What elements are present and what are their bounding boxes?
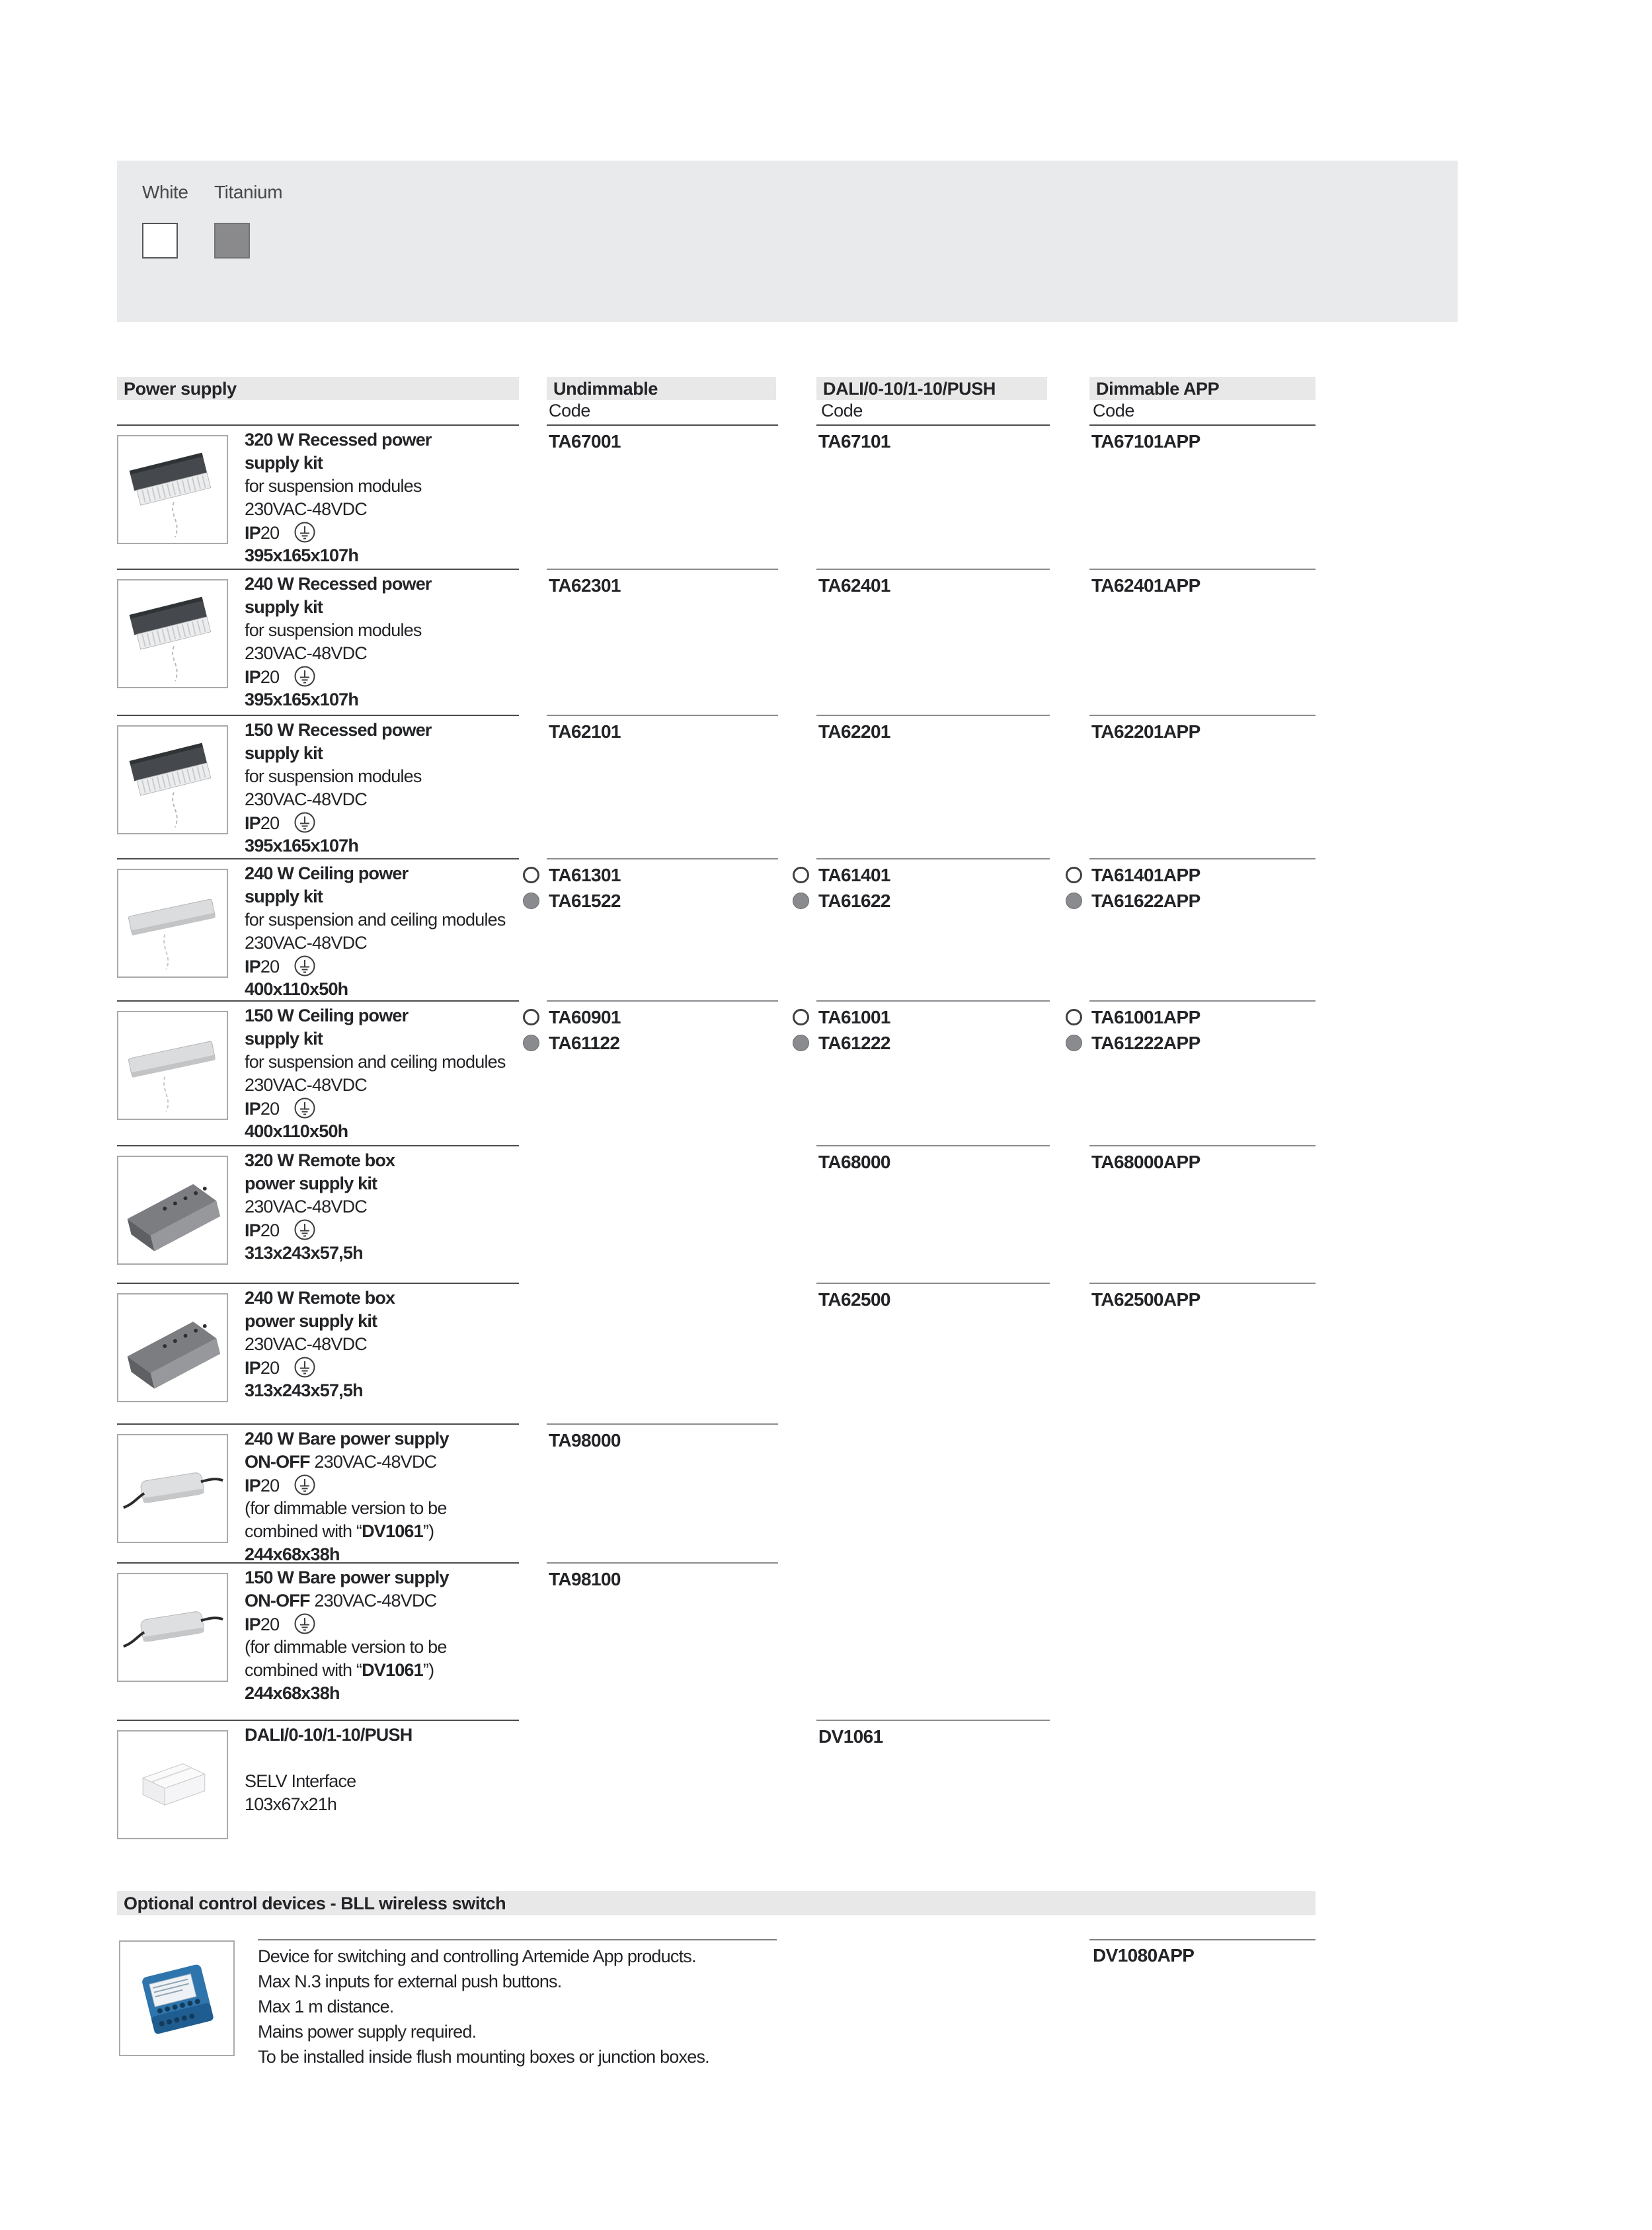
finish-swatch-titanium <box>214 223 250 259</box>
product-image <box>117 1156 228 1265</box>
code-cell-app <box>1089 858 1316 915</box>
code-cell-dali <box>816 1720 1050 1751</box>
code-cell-undimmable <box>547 1423 778 1454</box>
description-line: (for dimmable version to be <box>245 1498 447 1518</box>
product-image <box>117 869 228 978</box>
product-row <box>117 1000 1316 1145</box>
finish-swatch-white <box>142 223 178 259</box>
code-value: TA62500 <box>818 1289 890 1310</box>
description-line: Max 1 m distance. <box>258 1997 394 2016</box>
bll-switch-illustration <box>120 1942 233 2055</box>
code-value: TA62301 <box>549 575 621 596</box>
recessed-kit-illustration <box>118 580 227 687</box>
finish-dot-gray <box>1066 1035 1082 1051</box>
bare-power-supply-illustration <box>118 1574 227 1681</box>
description-line: IP20 <box>245 811 555 834</box>
product-image <box>117 435 228 544</box>
description-line: IP20 <box>245 1356 555 1379</box>
description-line: 230VAC-48VDC <box>245 643 367 663</box>
description-line: for suspension modules <box>245 620 422 640</box>
optional-description <box>258 1944 709 2069</box>
code-cell-undimmable <box>547 424 778 456</box>
description-line: 240 W Bare power supply <box>245 1429 449 1449</box>
code-value: TA61401 <box>816 863 1050 889</box>
product-image-bll-switch <box>119 1940 235 2056</box>
description-line: IP20 <box>245 1218 555 1242</box>
optional-section-header: Optional control devices - BLL wireless switch <box>117 1891 1316 1915</box>
product-image <box>117 1730 228 1839</box>
code-value: TA61222APP <box>1089 1031 1316 1057</box>
code-value: TA62101 <box>549 721 621 742</box>
divider <box>258 1939 777 1940</box>
description-line: supply kit <box>245 597 323 617</box>
recessed-kit-illustration <box>118 436 227 543</box>
finish-dot-gray <box>1066 893 1082 909</box>
description-line: 320 W Recessed power <box>245 430 432 450</box>
finish-dot-gray <box>793 1035 809 1051</box>
finish-dot-gray <box>793 893 809 909</box>
product-image <box>117 1011 228 1120</box>
code-value: TA61622 <box>816 889 1050 915</box>
description-line: 313x243x57,5h <box>245 1243 363 1263</box>
code-cell-app <box>1089 1145 1316 1176</box>
description-line: 230VAC-48VDC <box>245 1197 367 1216</box>
code-cell-undimmable <box>547 1000 778 1057</box>
row-divider <box>117 858 519 859</box>
description-line: 230VAC-48VDC <box>245 1075 367 1095</box>
description-line: supply kit <box>245 887 323 906</box>
product-description <box>245 428 555 567</box>
code-value: TA62401APP <box>1091 575 1200 596</box>
code-cell-dali <box>816 1283 1050 1314</box>
code-cell-app <box>1089 424 1316 456</box>
code-label-dali: Code <box>821 401 863 420</box>
product-description <box>245 1149 555 1265</box>
code-value: TA61301 <box>547 863 778 889</box>
product-row <box>117 569 1316 715</box>
finish-dot-white <box>523 1009 539 1025</box>
code-cell-dali <box>816 1145 1050 1176</box>
product-row <box>117 1423 1316 1562</box>
finish-dot-white <box>793 867 809 883</box>
code-value: TA62201 <box>818 721 890 742</box>
finish-dot-gray <box>523 893 539 909</box>
product-description <box>245 719 555 857</box>
bare-power-supply-illustration <box>118 1435 227 1542</box>
code-cell-app <box>1089 1283 1316 1314</box>
finish-label-titanium: Titanium <box>214 182 283 202</box>
finish-dot-white <box>1066 867 1082 883</box>
ground-icon <box>294 1356 316 1378</box>
description-line: supply kit <box>245 1029 323 1049</box>
code-cell-undimmable <box>547 715 778 746</box>
code-value: TA67101 <box>818 431 890 452</box>
code-value: TA61222 <box>816 1031 1050 1057</box>
ceiling-kit-illustration <box>118 1012 227 1119</box>
description-line: 150 W Recessed power <box>245 720 432 740</box>
product-image <box>117 1293 228 1402</box>
remote-box-illustration <box>118 1157 227 1263</box>
code-value: TA68000 <box>818 1152 890 1172</box>
row-divider <box>117 569 519 570</box>
description-line: 244x68x38h <box>245 1683 340 1703</box>
description-line: IP20 <box>245 521 555 544</box>
description-line: for suspension modules <box>245 766 422 786</box>
code-value: TA62500APP <box>1091 1289 1200 1310</box>
column-header-undimmable: Undimmable <box>547 377 776 400</box>
recessed-kit-illustration <box>118 727 227 833</box>
product-description <box>245 862 555 1001</box>
row-divider <box>117 715 519 716</box>
code-cell-dali <box>816 569 1050 600</box>
code-value: TA62401 <box>818 575 890 596</box>
code-value: TA62201APP <box>1091 721 1200 742</box>
description-line: IP20 <box>245 1613 555 1636</box>
description-line: 240 W Ceiling power <box>245 863 409 883</box>
product-description <box>245 1566 555 1705</box>
product-row <box>117 424 1316 569</box>
ground-icon <box>294 1474 316 1496</box>
code-value: TA61401APP <box>1089 863 1316 889</box>
code-label-undimmable: Code <box>549 401 590 420</box>
ground-icon <box>294 665 316 688</box>
ground-icon <box>294 955 316 977</box>
code-value: TA61522 <box>547 889 778 915</box>
row-divider <box>117 424 519 426</box>
code-cell-dali <box>816 715 1050 746</box>
finish-dot-gray <box>523 1035 539 1051</box>
description-line: power supply kit <box>245 1174 377 1193</box>
column-header-dali: DALI/0-10/1-10/PUSH <box>816 377 1047 400</box>
description-line: supply kit <box>245 453 323 473</box>
code-value: TA61001 <box>816 1006 1050 1031</box>
description-line: for suspension and ceiling modules <box>245 1052 506 1072</box>
row-divider <box>117 1720 519 1721</box>
description-line: Mains power supply required. <box>258 2022 477 2042</box>
code-cell-undimmable <box>547 1562 778 1593</box>
code-value: TA60901 <box>547 1006 778 1031</box>
product-image <box>117 1434 228 1543</box>
description-line: 150 W Ceiling power <box>245 1006 409 1025</box>
code-cell-app <box>1089 715 1316 746</box>
description-line: 395x165x107h <box>245 545 359 565</box>
code-value: TA98000 <box>549 1430 621 1451</box>
finish-label-white: White <box>142 182 188 202</box>
description-line: ON-OFF 230VAC-48VDC <box>245 1452 437 1472</box>
code-cell-dali <box>816 1000 1050 1057</box>
description-line: (for dimmable version to be <box>245 1637 447 1657</box>
code-cell-undimmable <box>547 569 778 600</box>
product-description <box>245 573 555 711</box>
product-image <box>117 579 228 688</box>
description-line: 400x110x50h <box>245 1121 348 1141</box>
ground-icon <box>294 1613 316 1635</box>
description-line <box>245 1747 555 1770</box>
ground-icon <box>294 521 316 543</box>
description-line: ON-OFF 230VAC-48VDC <box>245 1591 437 1611</box>
product-description <box>245 1287 555 1402</box>
description-line: for suspension modules <box>245 476 422 496</box>
product-row <box>117 1283 1316 1423</box>
description-line: 230VAC-48VDC <box>245 789 367 809</box>
description-line: 395x165x107h <box>245 690 359 709</box>
product-row <box>117 1562 1316 1720</box>
row-divider <box>117 1562 519 1564</box>
divider <box>1089 1939 1316 1940</box>
remote-box-illustration <box>118 1294 227 1401</box>
description-line: 400x110x50h <box>245 979 348 999</box>
code-value: TA67001 <box>549 431 621 452</box>
code-value: TA68000APP <box>1091 1152 1200 1172</box>
code-value: TA67101APP <box>1091 431 1200 452</box>
code-value-dimmable-app: DV1080APP <box>1093 1945 1195 1966</box>
description-line: supply kit <box>245 743 323 763</box>
code-value: DV1061 <box>818 1726 883 1747</box>
row-divider <box>117 1423 519 1425</box>
description-line: Device for switching and controlling Artemide App products. <box>258 1946 696 1966</box>
product-row <box>117 1145 1316 1283</box>
finish-panel <box>117 161 1458 322</box>
product-description <box>245 1724 555 1816</box>
product-image <box>117 725 228 834</box>
selv-interface-illustration <box>118 1732 227 1838</box>
product-description <box>245 1427 555 1566</box>
description-line: 240 W Remote box <box>245 1288 395 1308</box>
description-line: for suspension and ceiling modules <box>245 910 506 930</box>
description-line: 230VAC-48VDC <box>245 499 367 519</box>
description-line: IP20 <box>245 1474 555 1497</box>
code-value: TA98100 <box>549 1569 621 1589</box>
row-divider <box>117 1145 519 1146</box>
finish-dot-white <box>1066 1009 1082 1025</box>
description-line: 230VAC-48VDC <box>245 933 367 953</box>
code-cell-app <box>1089 569 1316 600</box>
row-divider <box>117 1000 519 1002</box>
code-label-dimmable-app: Code <box>1093 401 1134 420</box>
description-line: 150 W Bare power supply <box>245 1568 449 1587</box>
ground-icon <box>294 1218 316 1241</box>
product-row <box>117 1720 1316 1878</box>
code-value: TA61001APP <box>1089 1006 1316 1031</box>
description-line: SELV Interface <box>245 1771 356 1791</box>
description-line: power supply kit <box>245 1311 377 1331</box>
row-divider <box>117 1283 519 1284</box>
description-line: To be installed inside flush mounting boxes or junction boxes. <box>258 2047 709 2067</box>
description-line: 320 W Remote box <box>245 1150 395 1170</box>
column-header-dimmable-app: Dimmable APP <box>1089 377 1316 400</box>
product-row <box>117 715 1316 858</box>
description-line: DALI/0-10/1-10/PUSH <box>245 1725 413 1745</box>
product-row <box>117 858 1316 1000</box>
description-line: 313x243x57,5h <box>245 1380 363 1400</box>
product-description <box>245 1004 555 1143</box>
code-cell-undimmable <box>547 858 778 915</box>
code-cell-dali <box>816 424 1050 456</box>
description-line: IP20 <box>245 1097 555 1120</box>
description-line: 230VAC-48VDC <box>245 1334 367 1354</box>
finish-dot-white <box>793 1009 809 1025</box>
code-cell-app <box>1089 1000 1316 1057</box>
ground-icon <box>294 1097 316 1119</box>
code-value: TA61622APP <box>1089 889 1316 915</box>
code-value: TA61122 <box>547 1031 778 1057</box>
code-cell-dali <box>816 858 1050 915</box>
description-line: 240 W Recessed power <box>245 574 432 594</box>
description-line: 244x68x38h <box>245 1544 340 1564</box>
finish-dot-white <box>523 867 539 883</box>
column-header-power-supply: Power supply <box>117 377 519 400</box>
description-line: 103x67x21h <box>245 1794 337 1814</box>
description-line: IP20 <box>245 955 555 978</box>
description-line: IP20 <box>245 665 555 688</box>
product-image <box>117 1573 228 1682</box>
ceiling-kit-illustration <box>118 870 227 976</box>
description-line: combined with “DV1061”) <box>245 1521 434 1541</box>
description-line: Max N.3 inputs for external push buttons. <box>258 1971 562 1991</box>
description-line: combined with “DV1061”) <box>245 1660 434 1680</box>
description-line: 395x165x107h <box>245 836 359 856</box>
ground-icon <box>294 811 316 834</box>
